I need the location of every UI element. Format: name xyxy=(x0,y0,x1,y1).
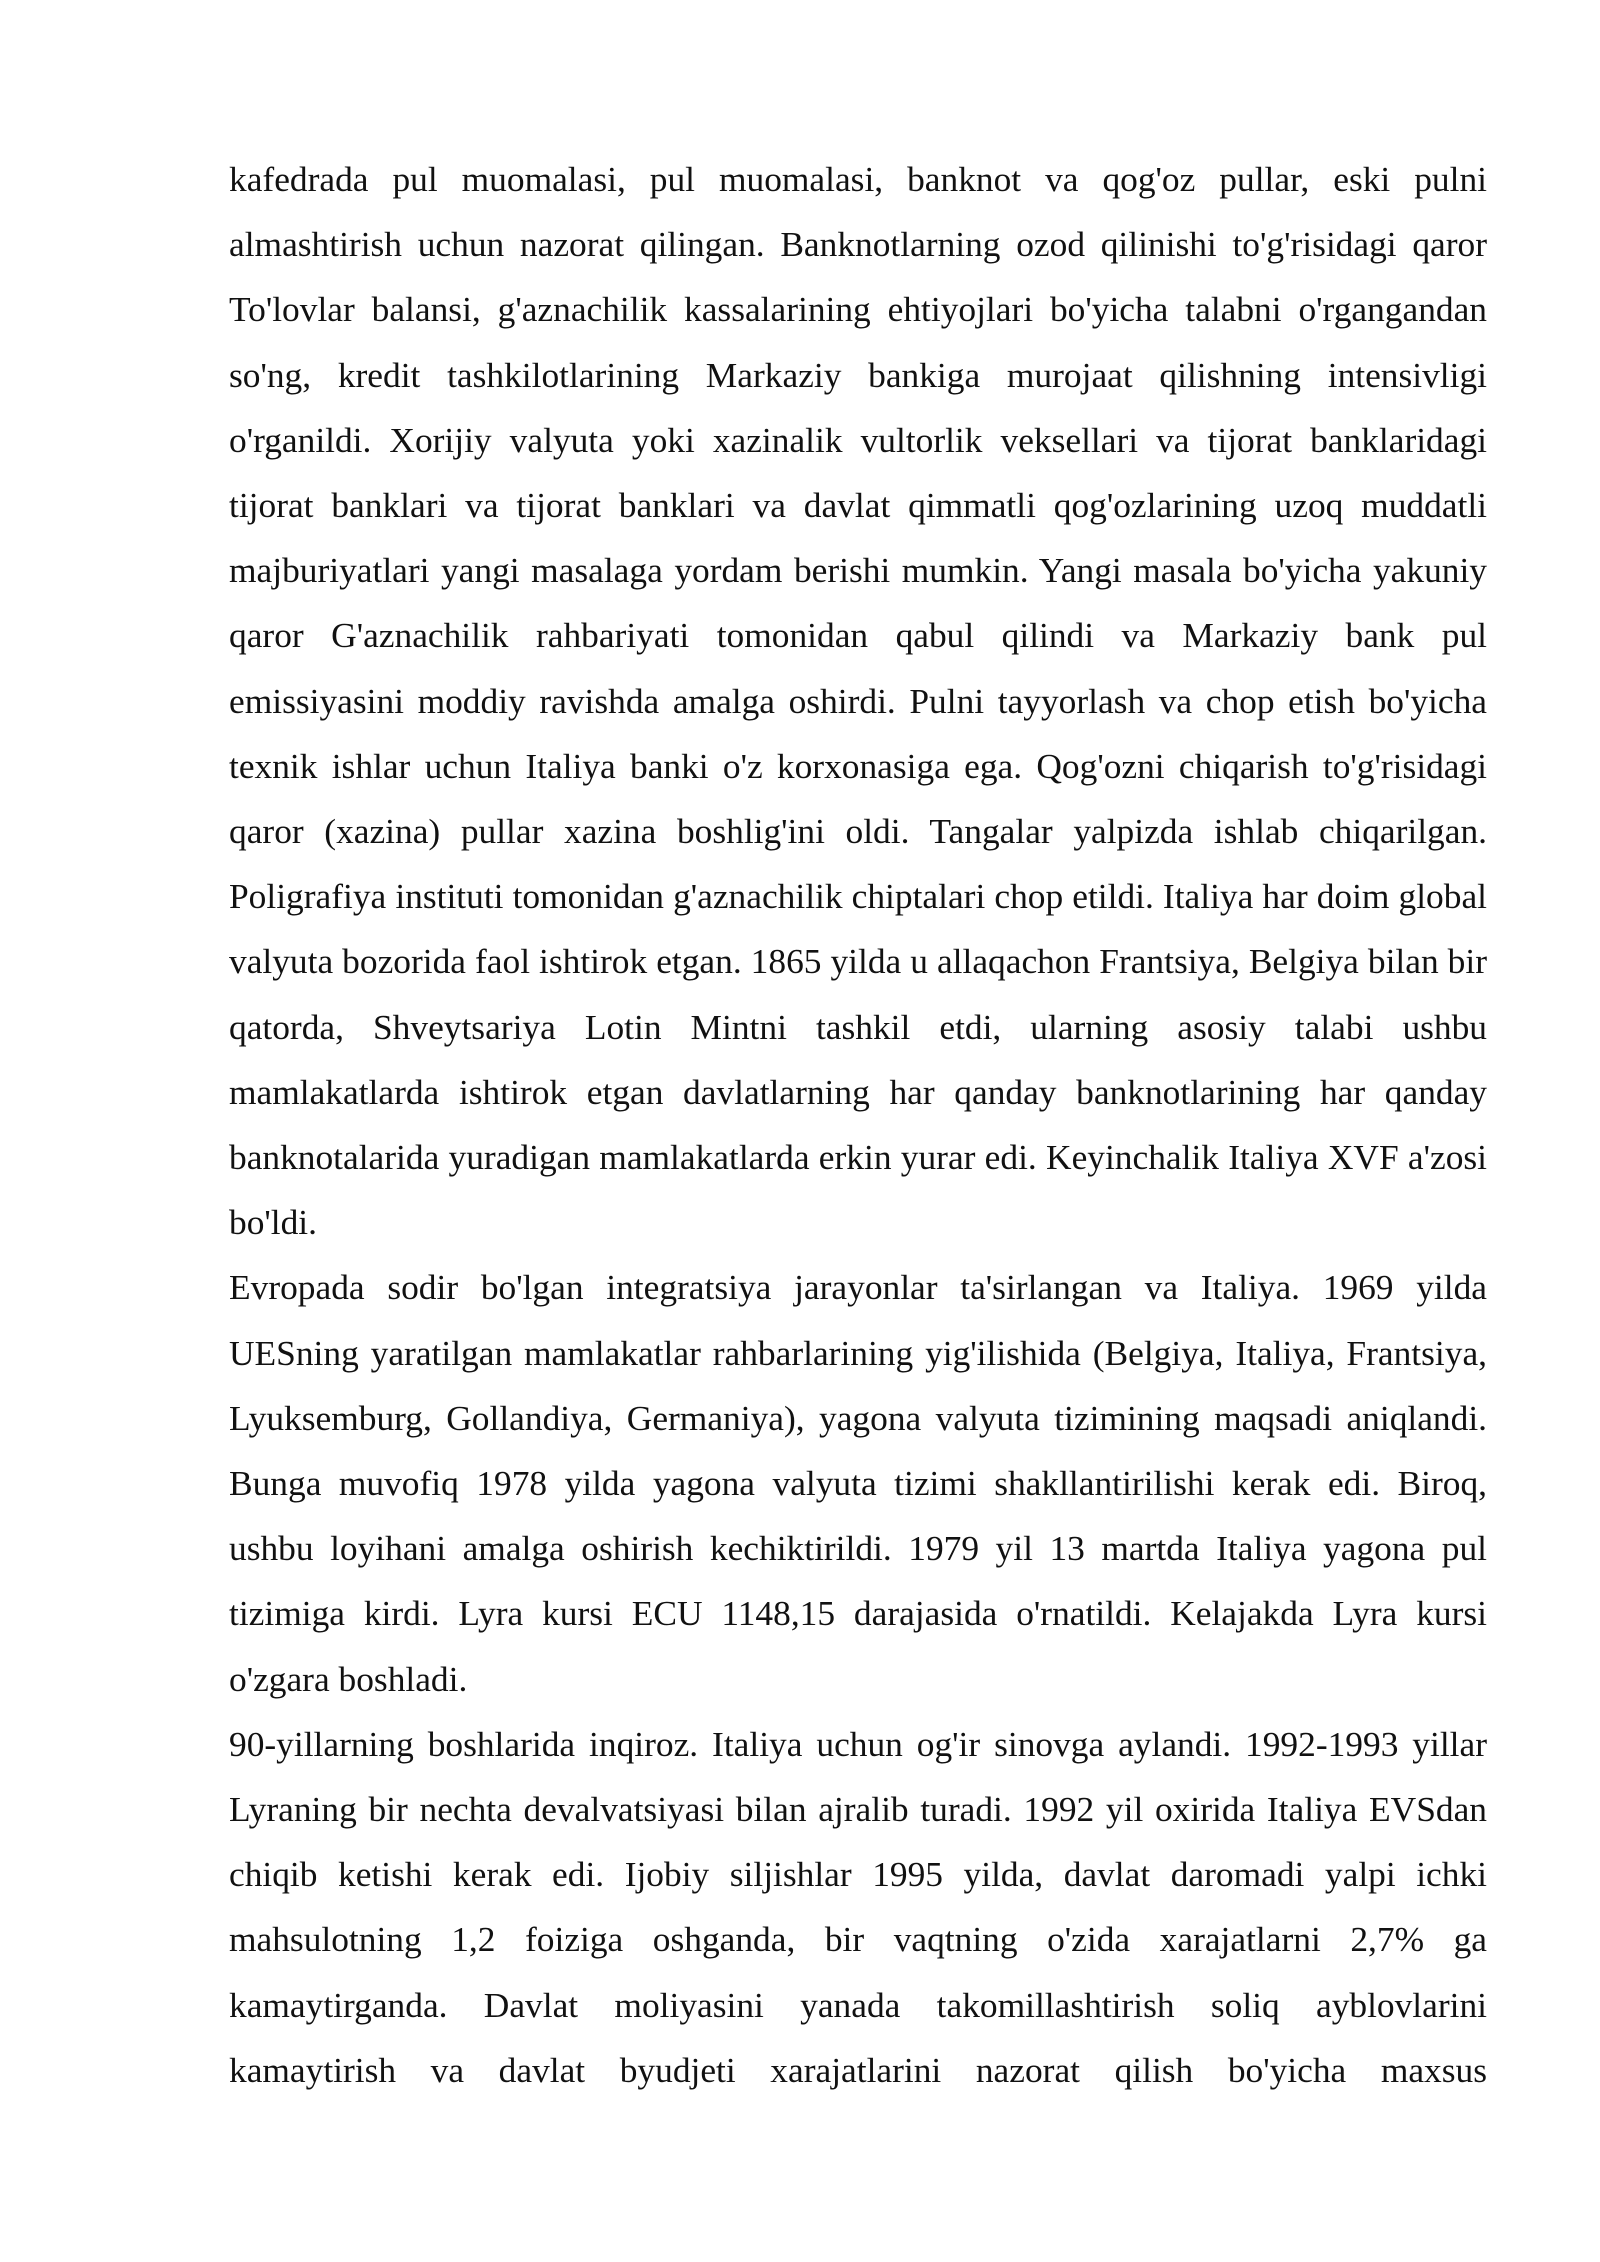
paragraph-3: 90-yillarning boshlarida inqiroz. Italiya uchun og'ir sinovga aylandi. 1992-1993 yillar Lyraning bir nechta devalvatsiyasi bilan ajralib turadi. 1992 yil oxirida Italiya EVSdan chiqib ketishi kerak edi. Ijobiy siljishlar 1995 yilda, davlat daromadi yalpi ichki mahsulotning 1,2 foiziga oshganda, bir vaqtning o'zida xarajatlarni 2,7% ga kamaytirganda. Davlat moliyasini yanada takomillashtirish soliq ayblovlarini kamaytirish va davlat byudjeti xarajatlarini nazorat qilish bo'yicha maxsus xyxy=(229,1723,1487,2090)
paragraph-2: Evropada sodir bo'lgan integratsiya jarayonlar ta'sirlangan va Italiya. 1969 yilda UESning yaratilgan mamlakatlar rahbarlarining yig'ilishida (Belgiya, Italiya, Frantsiya, Lyuksemburg, Gollandiya, Germaniya), yagona valyuta tizimining maqsadi aniqlandi. Bunga muvofiq 1978 yilda yagona valyuta tizimi shakllantirilishi kerak edi. Biroq, ushbu loyihani amalga oshirish kechiktirildi. 1979 yil 13 martda Italiya yagona pul tizimiga kirdi. Lyra kursi ECU 1148,15 darajasida o'rnatildi. Kelajakda Lyra kursi o'zgara boshladi. xyxy=(229,1267,1487,1699)
paragraph-1: kafedrada pul muomalasi, pul muomalasi, banknot va qog'oz pullar, eski pulni almashtirish uchun nazorat qilingan. Banknotlarning ozod qilinishi to'g'risidagi qaror To'lovlar balansi, g'aznachilik kassalarining ehtiyojlari bo'yicha talabni o'rgangandan so'ng, kredit tashkilotlarining Markaziy bankiga murojaat qilishning intensivligi o'rganildi. Xorijiy valyuta yoki xazinalik vultorlik veksellari va tijorat banklaridagi tijorat banklari va tijorat banklari va davlat qimmatli qog'ozlarining uzoq muddatli majburiyatlari yangi masalaga yordam berishi mumkin. Yangi masala bo'yicha yakuniy qaror G'aznachilik rahbariyati tomonidan qabul qilindi va Markaziy bank pul emissiyasini moddiy ravishda amalga oshirdi. Pulni tayyorlash va chop etish bo'yicha texnik ishlar uchun Italiya banki o'z korxonasiga ega. Qog'ozni chiqarish to'g'risidagi qaror (xazina) pullar xazina boshlig'ini oldi. Tangalar yalpizda ishlab chiqarilgan. Poligrafiya instituti tomonidan g'aznachilik chiptalari chop etildi. Italiya har doim global valyuta bozorida faol ishtirok etgan. 1865 yilda u allaqachon Frantsiya, Belgiya bilan bir qatorda, Shveytsariya Lotin Mintni tashkil etdi, ularning asosiy talabi ushbu mamlakatlarda ishtirok etgan davlatlarning har qanday banknotlarining har qanday banknotalarida yuradigan mamlakatlarda erkin yurar edi. Keyinchalik Italiya XVF a'zosi bo'ldi. xyxy=(229,159,1487,1243)
document-body xyxy=(229,147,1487,2103)
